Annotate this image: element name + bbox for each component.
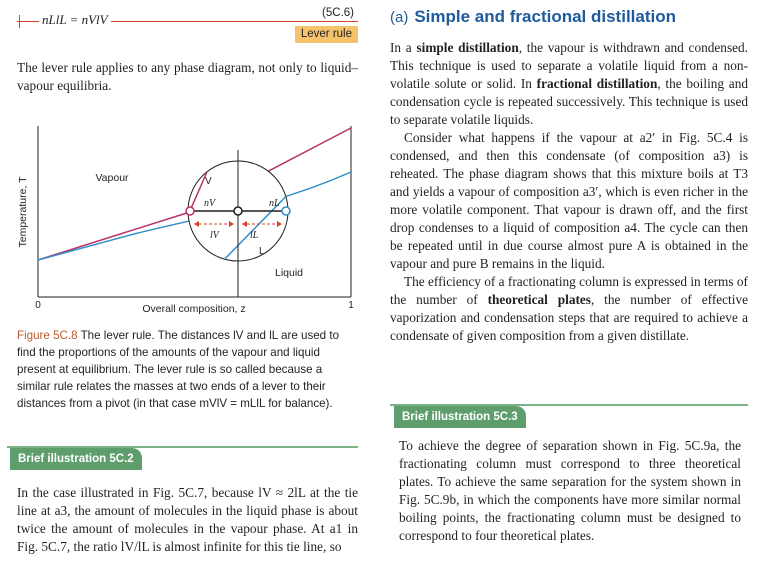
v-point-label: V bbox=[205, 176, 212, 187]
brief-5c2-text: In the case illustrated in Fig. 5C.7, because lV ≈ 2lL at the tie line at a3, the amount of molecules in the liquid phase is about twice the amount of molecules in the vapour phase. At a1 in Fig. 5C.7, the ratio lV/lL is almost infinite for this tie line, so bbox=[17, 485, 358, 554]
equation-formula: nLlL = nVlV bbox=[39, 11, 111, 29]
nv-label: nV bbox=[204, 198, 216, 209]
pivot-point bbox=[234, 207, 242, 215]
x-tick-1: 1 bbox=[348, 300, 354, 311]
brief-illustration-5c2 bbox=[7, 446, 358, 470]
p1-text-d: , the boiling and condensation cycle is repeated successively. This technique is used to separate volatile liquids. bbox=[390, 76, 748, 127]
nl-label: nL bbox=[269, 198, 280, 209]
intro-paragraph: The lever rule applies to any phase diagram, not only to liquid–vapour equilibria. bbox=[17, 60, 358, 93]
l-point-label: L bbox=[259, 246, 265, 257]
ll-label: lL bbox=[250, 230, 259, 241]
p3-text-c: , the number of effective vaporization and condensation steps that are required to achieve a condensate of given composition from a given distillate. bbox=[390, 292, 748, 343]
p1-term-fractional: fractional distillation bbox=[536, 76, 658, 91]
figure-caption bbox=[17, 327, 357, 412]
section-a-body bbox=[390, 39, 748, 345]
section-a-paragraph-3 bbox=[390, 273, 748, 345]
equation-number: (5C.6) bbox=[322, 7, 354, 19]
equation-tag: Lever rule bbox=[295, 26, 358, 43]
vapour-region-label: Vapour bbox=[95, 172, 129, 184]
p1-text-a: In a bbox=[390, 40, 417, 55]
section-a-paragraph-1 bbox=[390, 39, 748, 129]
brief-5c3-tag: Brief illustration 5C.3 bbox=[394, 406, 526, 428]
section-a-paragraph-2: Consider what happens if the vapour at a2′ in Fig. 5C.4 is condensed, and then this condensate (of composition a3) is reheated. The phase diagram shows that this mixture boils at T3 and yields a vapour of composition a3′, which is even richer in the more volatile component. That vapour is drawn off, and the first drop condenses to a liquid of composition a4. The cycle can then be repeated until in due course almost pure A is obtained in the vapour and pure B remains in the liquid. bbox=[390, 130, 748, 271]
y-axis-label: Temperature, T bbox=[17, 176, 29, 248]
p1-term-simple: simple distillation bbox=[416, 40, 519, 55]
lever-rule-figure bbox=[14, 120, 360, 320]
liquid-region-label: Liquid bbox=[274, 267, 304, 279]
caption-label: Figure 5C.8 bbox=[17, 329, 78, 342]
equation-banner bbox=[17, 7, 358, 43]
section-a-label: (a) bbox=[390, 9, 409, 26]
x-tick-0: 0 bbox=[35, 300, 41, 311]
section-a-heading bbox=[390, 7, 676, 27]
section-a-title: Simple and fractional distillation bbox=[414, 7, 676, 26]
brief-5c3-text: To achieve the degree of separation shown in Fig. 5C.9a, the fractionating column must correspond to three theoretical plates. To achieve the same separation for the system shown in Fig. 5C.9b, in which the components have more similar normal boiling points, the fractionating column must be designed to correspond to four theoretical plates. bbox=[399, 438, 741, 543]
p3-text-a: The efficiency of a fractionating column is expressed in terms of the number of bbox=[390, 274, 748, 307]
p3-term-plates: theoretical plates bbox=[487, 292, 591, 307]
brief-illustration-5c3 bbox=[390, 404, 748, 428]
lv-label: lV bbox=[210, 230, 219, 241]
brief-5c2-tag: Brief illustration 5C.2 bbox=[10, 448, 142, 470]
caption-text: The lever rule. The distances lV and lL are used to find the proportions of the amounts of the vapour and liquid present at equilibrium. The lever rule is so called because a similar rule relates the masses at two ends of a lever to their distances from a pivot (in that case mVlV = mLlL for balance). bbox=[17, 329, 340, 410]
p1-text-c: , the vapour is withdrawn and condensed. This technique is used to separate a volatile liquid from a non-volatile solute or solid. In bbox=[390, 40, 748, 91]
x-axis-label: Overall composition, z bbox=[142, 303, 246, 315]
equation-tick-left bbox=[19, 15, 20, 28]
liquid-point bbox=[282, 207, 290, 215]
vapour-point bbox=[186, 207, 194, 215]
